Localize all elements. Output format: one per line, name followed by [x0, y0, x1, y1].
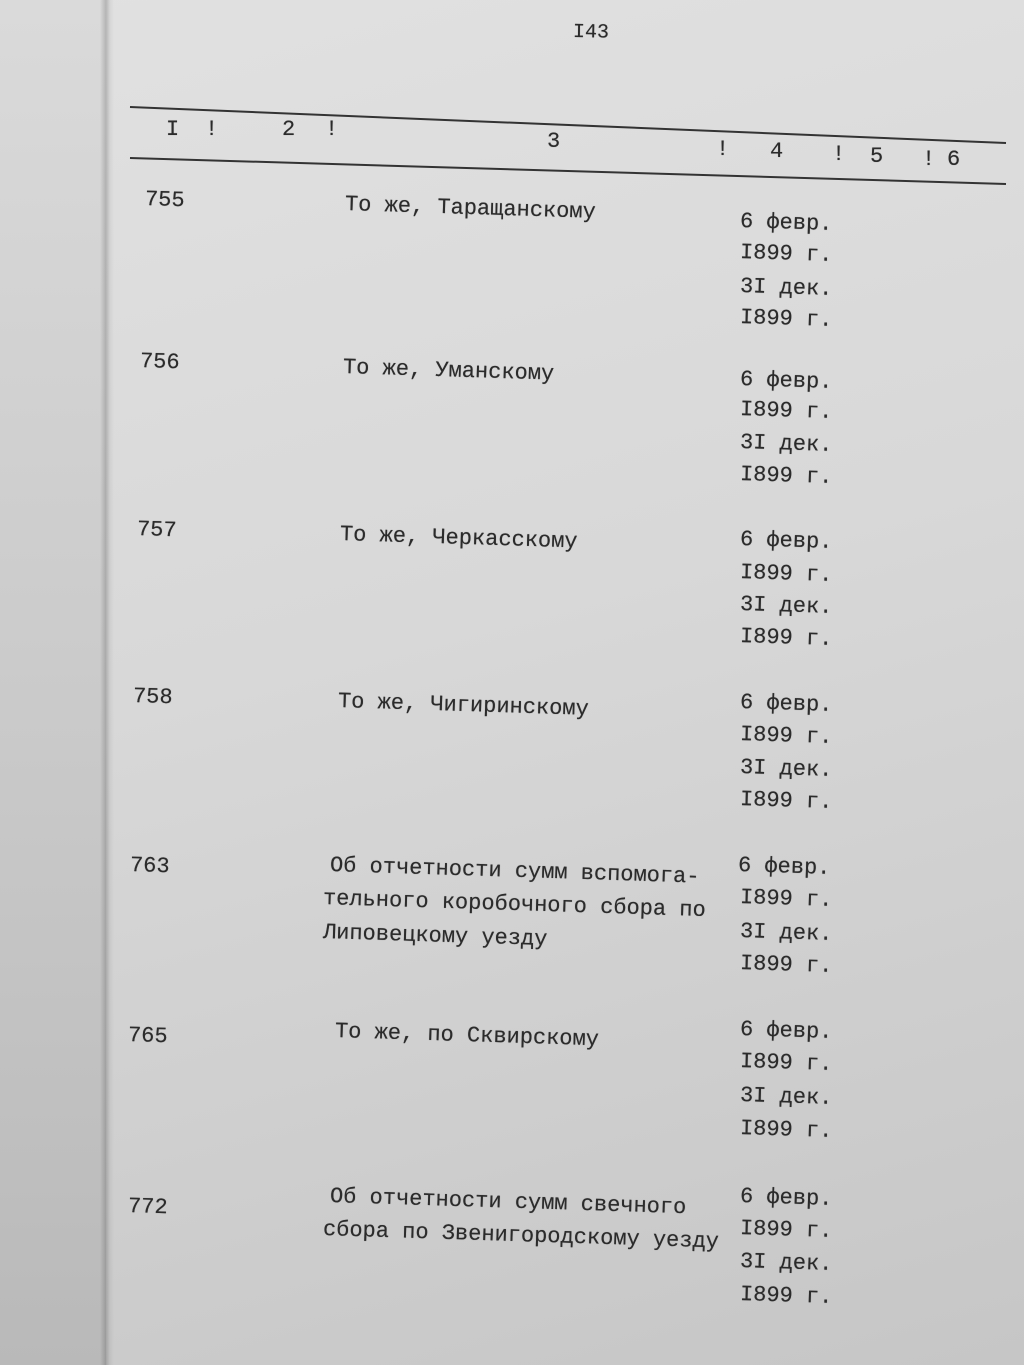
- entry-title-line: То же, Чигиринскому: [337, 689, 590, 722]
- entry-date-start-day: 6 февр.: [739, 690, 833, 718]
- entry-number: 763: [129, 853, 170, 880]
- entry-number: 772: [127, 1194, 168, 1221]
- entry-date-start-year: I899 г.: [739, 885, 833, 913]
- entry-title-line: Об отчетности сумм свечного: [329, 1184, 687, 1221]
- entry-title-line: тельного коробочного сбора по: [322, 886, 707, 924]
- header-separator: !: [205, 117, 219, 142]
- entry-title-line: сбора по Звенигородскому уезду: [322, 1217, 720, 1255]
- entry-number: 765: [127, 1023, 168, 1050]
- entry-number: 755: [144, 187, 185, 214]
- entry-number: 756: [139, 349, 180, 376]
- entry-number: 758: [132, 684, 173, 711]
- entry-date-start-year: I899 г.: [739, 1049, 833, 1077]
- entry-date-start-day: 6 февр.: [739, 367, 833, 395]
- entry-date-start-day: 6 февр.: [739, 209, 833, 237]
- header-col-3: 3: [547, 129, 561, 154]
- header-col-2: 2: [282, 117, 296, 142]
- entry-date-start-day: 6 февр.: [737, 853, 831, 881]
- entry-date-start-day: 6 февр.: [739, 527, 833, 555]
- header-separator: !: [832, 142, 846, 167]
- entry-date-start-year: I899 г.: [739, 560, 833, 588]
- entry-date-end-year: I899 г.: [739, 462, 833, 490]
- entry-date-end-year: I899 г.: [739, 951, 833, 979]
- header-col-6: 6: [947, 147, 961, 172]
- entry-date-end-year: I899 г.: [739, 1116, 833, 1144]
- entry-date-start-year: I899 г.: [739, 722, 833, 750]
- entry-date-start-day: 6 февр.: [739, 1184, 833, 1212]
- previous-page-edge: [0, 0, 106, 1365]
- entry-title-line: Липовецкому уезду: [322, 920, 548, 953]
- entry-date-end-day: 3I дек.: [739, 1249, 833, 1277]
- entry-date-start-day: 6 февр.: [739, 1017, 833, 1045]
- entry-title-line: То же, Таращанскому: [344, 192, 597, 225]
- entry-title-line: То же, Уманскому: [342, 355, 555, 387]
- entry-date-end-day: 3I дек.: [739, 592, 833, 620]
- entry-number: 757: [136, 517, 177, 544]
- entry-date-end-year: I899 г.: [739, 787, 833, 815]
- entry-date-end-day: 3I дек.: [739, 274, 833, 302]
- entry-date-end-year: I899 г.: [739, 624, 833, 652]
- entry-date-end-year: I899 г.: [739, 305, 833, 333]
- entry-date-end-year: I899 г.: [739, 1282, 833, 1310]
- header-col-4: 4: [770, 139, 784, 164]
- entry-title-line: То же, Черкасскому: [339, 522, 578, 555]
- entry-date-end-day: 3I дек.: [739, 919, 833, 947]
- header-rule-top: [130, 107, 1006, 143]
- table-header-rules: [0, 0, 1024, 200]
- header-col-1: I: [166, 117, 180, 142]
- header-separator: !: [922, 147, 936, 172]
- entry-date-end-day: 3I дек.: [739, 430, 833, 458]
- entry-date-end-day: 3I дек.: [739, 1083, 833, 1111]
- entry-date-end-day: 3I дек.: [739, 755, 833, 783]
- header-separator: !: [325, 117, 339, 142]
- entry-date-start-year: I899 г.: [739, 1216, 833, 1244]
- entry-title-line: То же, по Сквирскому: [334, 1019, 600, 1053]
- entry-date-start-year: I899 г.: [739, 240, 833, 268]
- header-separator: !: [716, 137, 730, 162]
- page-number: I43: [572, 21, 610, 45]
- header-col-5: 5: [870, 144, 884, 169]
- entry-date-start-year: I899 г.: [739, 397, 833, 425]
- page-edge-shadow: [100, 0, 114, 1365]
- entry-title-line: Об отчетности сумм вспомога-: [329, 853, 700, 890]
